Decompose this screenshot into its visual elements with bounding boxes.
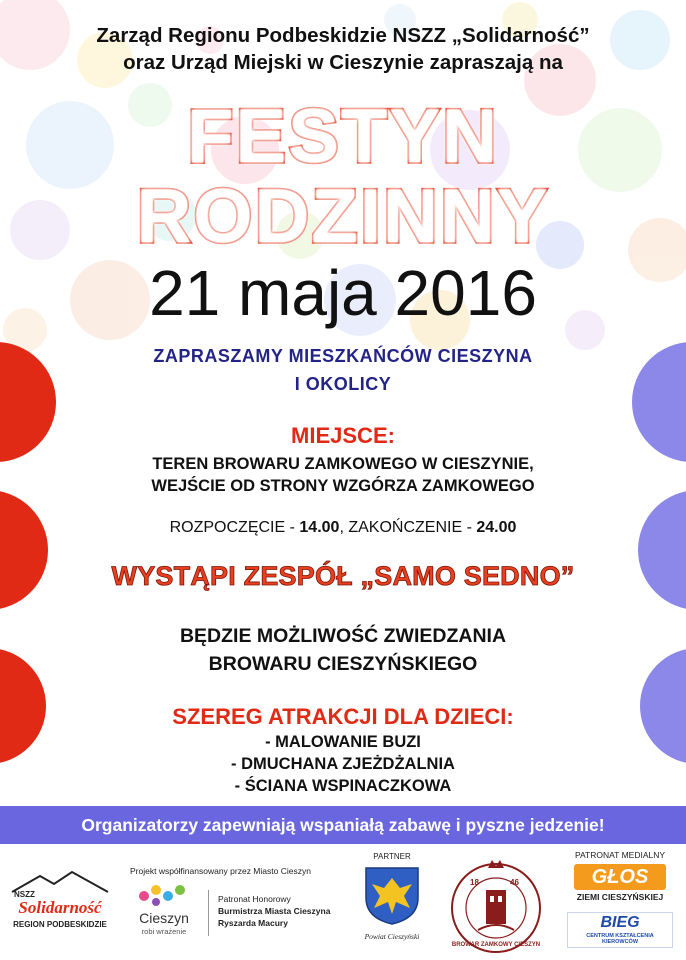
- start-label: ROZPOCZĘCIE -: [169, 519, 300, 536]
- bieg-name: BIEG: [600, 914, 640, 931]
- cieszyn-tagline: robi wrażenie: [141, 927, 187, 936]
- media-patrons: [560, 850, 680, 948]
- start-time: 14.00: [299, 519, 340, 536]
- organizer-line-2: oraz Urząd Miejski w Cieszynie zapraszają na: [123, 51, 563, 74]
- location-line-1: TEREN BROWARU ZAMKOWEGO W CIESZYNIE,: [152, 455, 534, 473]
- solidarnosc-region: REGION PODBESKIDZIE: [13, 920, 107, 929]
- partner-logo: [352, 852, 432, 952]
- cieszyn-logo: [128, 882, 200, 942]
- eagle-crest-icon: [360, 864, 424, 926]
- event-date: 21 maja 2016: [149, 257, 537, 329]
- brewery-line-1: BĘDZIE MOŻLIWOŚĆ ZWIEDZANIA: [179, 625, 507, 647]
- location-line-2: WEJŚCIE OD STRONY WZGÓRZA ZAMKOWEGO: [151, 477, 535, 495]
- invite-line-1: ZAPRASZAMY MIESZKAŃCÓW CIESZYNA: [153, 346, 533, 366]
- patronage-line-1: Patronat Honorowy: [218, 894, 291, 904]
- brewery-line-2: BROWARU CIESZYŃSKIEGO: [208, 653, 478, 675]
- left-red-circles: [0, 342, 56, 764]
- right-purple-circles: [632, 342, 686, 764]
- kids-item: - ŚCIANA WSPINACZKOWA: [234, 777, 452, 795]
- glos-logo: GŁOS: [574, 864, 666, 890]
- end-time: 24.00: [476, 519, 517, 536]
- title-festyn: FESTYN: [187, 94, 499, 179]
- solidarnosc-nszz: NSZZ: [14, 890, 35, 899]
- title-rodzinny: RODZINNY: [136, 174, 550, 259]
- kids-heading: SZEREG ATRAKCJI DLA DZIECI:: [172, 704, 514, 729]
- kids-item: - MALOWANIE BUZI: [265, 733, 421, 751]
- logo-divider: [208, 890, 209, 936]
- patronage-line-2: Burmistrza Miasta Cieszyna: [218, 906, 331, 916]
- band-announcement: WYSTĄPI ZESPÓŁ „SAMO SEDNO”: [111, 561, 575, 591]
- invite-line-2: I OKOLICY: [294, 374, 392, 394]
- bieg-subtitle: CENTRUM KSZTAŁCENIA KIEROWCÓW: [586, 933, 654, 945]
- solidarnosc-logo: [10, 870, 110, 940]
- brewery-seal-icon: [448, 856, 544, 956]
- partner-label: PARTNER: [373, 852, 411, 861]
- kids-item: - DMUCHANA ZJEŻDŻALNIA: [231, 755, 455, 773]
- seal-ring-text: BROWAR ZAMKOWY CIESZYN: [451, 942, 541, 948]
- seal-year-left: 18: [470, 878, 479, 887]
- seal-year-right: 46: [510, 878, 519, 887]
- footer-banner: Organizatorzy zapewniają wspaniałą zabawę i pyszne jedzenie!: [0, 806, 686, 844]
- project-note: Projekt współfinansowany przez Miasto Cieszyn: [130, 866, 311, 876]
- glos-subtitle: ZIEMI CIESZYŃSKIEJ: [576, 892, 664, 902]
- partner-caption: Powiat Cieszyński: [364, 932, 420, 941]
- solidarnosc-name: Solidarność: [18, 898, 102, 917]
- event-times: [0, 518, 686, 538]
- end-label: , ZAKOŃCZENIE -: [339, 519, 477, 536]
- media-label: PATRONAT MEDIALNY: [574, 850, 666, 860]
- patronage-block: [218, 893, 358, 929]
- cieszyn-dots-icon: [134, 884, 194, 908]
- brewery-seal-logo: [448, 856, 544, 956]
- organizer-line-1: Zarząd Regionu Podbeskidzie NSZZ „Solidarność”: [96, 24, 590, 47]
- patronage-line-3: Ryszarda Macury: [218, 918, 288, 928]
- cieszyn-name: Cieszyn: [139, 910, 189, 926]
- location-heading: MIEJSCE:: [291, 423, 395, 448]
- bieg-logo: [567, 912, 673, 948]
